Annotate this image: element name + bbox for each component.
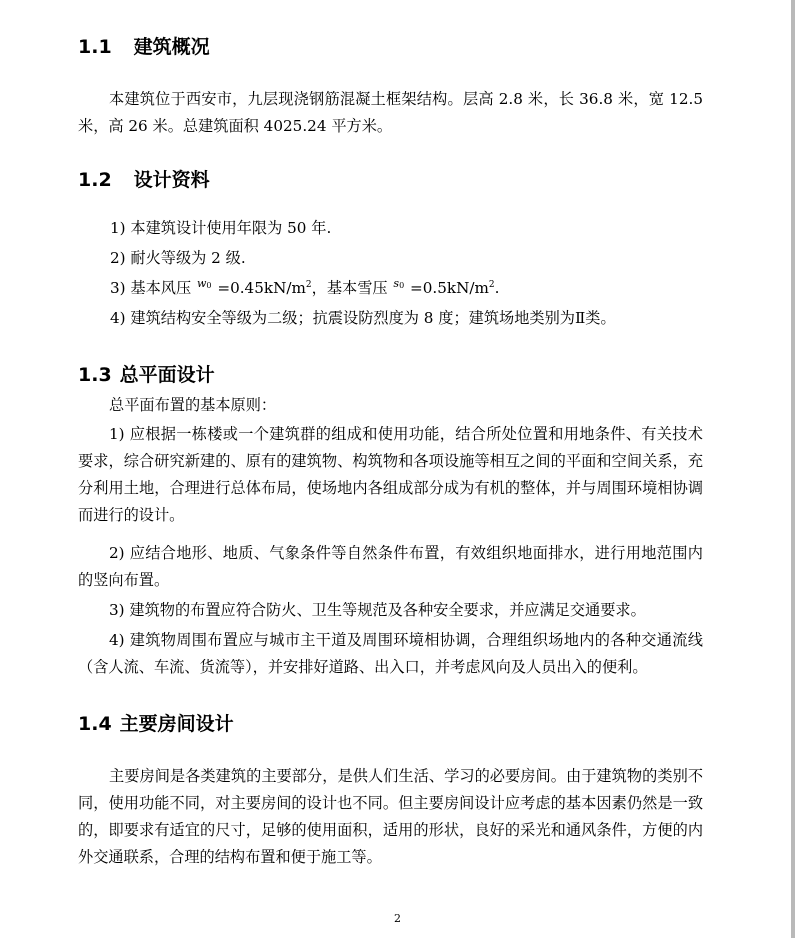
section-1-1-paragraph: 本建筑位于西安市，九层现浇钢筋混凝土框架结构。层高 2.8 米，长 36.8 米，宽 12.5 米，高 26 米。总建筑面积 4025.24 平方米。 xyxy=(78,90,703,135)
wind-pressure-symbol: w0 xyxy=(197,277,212,290)
unit-exponent: 2 xyxy=(488,279,495,290)
item-text: 3) 基本风压 xyxy=(110,279,196,297)
unit-exponent: 2 xyxy=(305,279,312,290)
section-title: 主要房间设计 xyxy=(119,713,234,735)
item-text: . xyxy=(494,279,500,297)
design-data-item-4: 4) 建筑结构安全等级为二级；抗震设防烈度为 8 度；建筑场地类别为Ⅱ类。 xyxy=(110,309,616,327)
section-heading-1-2 xyxy=(78,168,210,192)
design-data-item-1: 1) 本建筑设计使用年限为 50 年. xyxy=(110,219,332,237)
section-heading-1-3 xyxy=(78,363,215,387)
item-text: =0.5kN/m xyxy=(405,279,489,297)
section-number: 1.2 xyxy=(78,169,112,191)
design-data-item-2: 2) 耐火等级为 2 级. xyxy=(110,249,246,267)
section-title: 建筑概况 xyxy=(133,36,210,58)
item-text: =0.45kN/m xyxy=(212,279,306,297)
section-heading-1-4 xyxy=(78,712,234,736)
layout-principle-2: 2) 应结合地形、地质、气象条件等自然条件布置，有效组织地面排水，进行用地范围内的竖向布置。 xyxy=(78,544,703,589)
section-number: 1.4 xyxy=(78,713,112,735)
section-number: 1.3 xyxy=(78,364,112,386)
section-heading-1-1 xyxy=(78,35,210,59)
section-1-4-paragraph: 主要房间是各类建筑的主要部分，是供人们生活、学习的必要房间。由于建筑物的类别不同，使用功能不同，对主要房间的设计也不同。但主要房间设计应考虑的基本因素仍然是一致的，即要求有适宜的尺寸，足够的使用面积，适用的形状，良好的采光和通风条件，方便的内外交通联系，合理的结构布置和便于施工等。 xyxy=(78,767,703,866)
section-title: 总平面设计 xyxy=(119,364,215,386)
section-title: 设计资料 xyxy=(133,169,210,191)
section-number: 1.1 xyxy=(78,36,112,58)
layout-principle-3: 3) 建筑物的布置应符合防火、卫生等规范及各种安全要求，并应满足交通要求。 xyxy=(109,601,646,619)
section-1-3-lead: 总平面布置的基本原则： xyxy=(109,396,277,414)
page-edge-shadow xyxy=(791,0,795,938)
layout-principle-4: 4) 建筑物周围布置应与城市主干道及周围环境相协调，合理组织场地内的各种交通流线（含人流、车流、货流等），并安排好道路、出入口，并考虑风向及人员出入的便利。 xyxy=(78,631,703,676)
design-data-item-3 xyxy=(110,277,499,303)
page-number: 2 xyxy=(394,912,401,925)
layout-principle-1: 1) 应根据一栋楼或一个建筑群的组成和使用功能，结合所处位置和用地条件、有关技术要求，综合研究新建的、原有的建筑物、构筑物和各项设施等相互之间的平面和空间关系，充分利用土地，合理进行总体布局，使场地内各组成部分成为有机的整体，并与周围环境相协调而进行的设计。 xyxy=(78,425,703,524)
item-text: ，基本雪压 xyxy=(311,279,393,297)
snow-pressure-symbol: s0 xyxy=(393,277,405,290)
